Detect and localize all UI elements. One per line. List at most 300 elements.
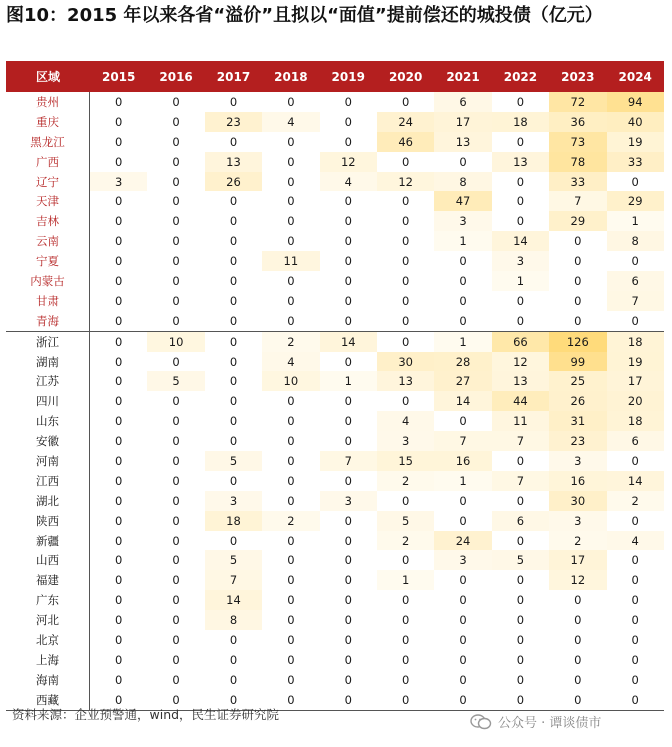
table-row bbox=[6, 550, 664, 570]
table-body bbox=[6, 92, 664, 710]
value-cell: 5 bbox=[377, 511, 434, 531]
value-cell: 16 bbox=[434, 451, 491, 471]
value-cell: 0 bbox=[574, 234, 582, 249]
value-cell: 0 bbox=[115, 613, 123, 628]
region-cell: 天津 bbox=[6, 191, 90, 211]
table-row bbox=[6, 590, 664, 610]
value-cell: 0 bbox=[401, 493, 410, 508]
value-cell: 2 bbox=[377, 531, 434, 551]
value-cell: 18 bbox=[607, 411, 664, 431]
value-cell: 0 bbox=[631, 632, 639, 647]
value-cell: 6 bbox=[607, 271, 664, 291]
value-cell: 13 bbox=[205, 152, 262, 172]
region-cell: 海南 bbox=[6, 670, 90, 690]
value-cell: 0 bbox=[401, 94, 410, 109]
value-cell: 0 bbox=[631, 613, 639, 628]
table-row bbox=[6, 311, 664, 331]
value-cell: 29 bbox=[549, 211, 606, 231]
value-cell: 0 bbox=[459, 254, 467, 269]
header-year: 2015 bbox=[101, 69, 136, 84]
value-cell: 28 bbox=[434, 352, 491, 372]
value-cell: 0 bbox=[459, 414, 467, 429]
region-cell: 河北 bbox=[6, 610, 90, 630]
region-cell: 甘肃 bbox=[6, 291, 90, 311]
value-cell: 0 bbox=[229, 533, 238, 548]
value-cell: 0 bbox=[459, 573, 467, 588]
value-cell: 0 bbox=[172, 194, 180, 209]
value-cell: 0 bbox=[287, 434, 295, 449]
value-cell: 0 bbox=[344, 593, 352, 608]
value-cell: 0 bbox=[631, 672, 639, 687]
value-cell: 0 bbox=[287, 593, 295, 608]
table-row bbox=[6, 610, 664, 630]
value-cell: 12 bbox=[320, 152, 377, 172]
value-cell: 1 bbox=[320, 371, 377, 391]
value-cell: 0 bbox=[287, 154, 295, 169]
value-cell: 0 bbox=[574, 273, 582, 288]
region-cell: 青海 bbox=[6, 311, 90, 331]
value-cell: 0 bbox=[344, 394, 352, 409]
value-cell: 0 bbox=[172, 632, 180, 647]
value-cell: 0 bbox=[172, 652, 180, 667]
value-cell: 0 bbox=[401, 234, 410, 249]
value-cell: 5 bbox=[492, 550, 549, 570]
value-cell: 0 bbox=[287, 414, 295, 429]
value-cell: 0 bbox=[344, 672, 352, 687]
value-cell: 0 bbox=[115, 473, 123, 488]
value-cell: 0 bbox=[172, 94, 180, 109]
region-cell: 浙江 bbox=[6, 332, 90, 352]
value-cell: 5 bbox=[205, 451, 262, 471]
value-cell: 0 bbox=[172, 453, 180, 468]
table-row bbox=[6, 251, 664, 271]
value-cell: 0 bbox=[344, 94, 352, 109]
value-cell: 0 bbox=[344, 254, 352, 269]
value-cell: 0 bbox=[172, 394, 180, 409]
value-cell: 33 bbox=[607, 152, 664, 172]
value-cell: 3 bbox=[492, 251, 549, 271]
value-cell: 0 bbox=[459, 293, 467, 308]
value-cell: 18 bbox=[607, 332, 664, 352]
header-year: 2016 bbox=[159, 69, 193, 84]
value-cell: 0 bbox=[287, 273, 295, 288]
value-cell: 46 bbox=[377, 132, 434, 152]
region-cell: 黑龙江 bbox=[6, 132, 90, 152]
header-year: 2021 bbox=[446, 69, 480, 84]
value-cell: 5 bbox=[147, 371, 204, 391]
value-cell: 0 bbox=[574, 593, 582, 608]
value-cell: 4 bbox=[607, 531, 664, 551]
value-cell: 0 bbox=[115, 493, 123, 508]
value-cell: 3 bbox=[320, 491, 377, 511]
value-cell: 0 bbox=[229, 214, 238, 229]
value-cell: 36 bbox=[549, 112, 606, 132]
value-cell: 0 bbox=[287, 134, 295, 149]
region-cell: 河南 bbox=[6, 451, 90, 471]
value-cell: 0 bbox=[459, 672, 467, 687]
value-cell: 0 bbox=[516, 453, 525, 468]
table-row bbox=[6, 211, 664, 231]
value-cell: 0 bbox=[574, 692, 582, 707]
region-cell: 内蒙古 bbox=[6, 271, 90, 291]
value-cell: 0 bbox=[459, 652, 467, 667]
value-cell: 2 bbox=[262, 511, 319, 531]
value-cell: 6 bbox=[492, 511, 549, 531]
value-cell: 0 bbox=[115, 593, 123, 608]
region-cell: 广东 bbox=[6, 590, 90, 610]
value-cell: 2 bbox=[549, 531, 606, 551]
value-cell: 0 bbox=[229, 652, 238, 667]
table-row bbox=[6, 411, 664, 431]
table-row bbox=[6, 570, 664, 590]
value-cell: 8 bbox=[434, 172, 491, 192]
value-cell: 0 bbox=[115, 293, 123, 308]
value-cell: 0 bbox=[115, 273, 123, 288]
value-cell: 99 bbox=[549, 352, 606, 372]
value-cell: 0 bbox=[287, 553, 295, 568]
table-row bbox=[6, 271, 664, 291]
value-cell: 0 bbox=[115, 134, 123, 149]
value-cell: 0 bbox=[229, 692, 238, 707]
value-cell: 0 bbox=[574, 652, 582, 667]
value-cell: 0 bbox=[287, 493, 295, 508]
value-cell: 11 bbox=[262, 251, 319, 271]
value-cell: 0 bbox=[115, 194, 123, 209]
value-cell: 0 bbox=[172, 154, 180, 169]
value-cell: 6 bbox=[434, 92, 491, 112]
region-cell: 江苏 bbox=[6, 371, 90, 391]
value-cell: 0 bbox=[287, 194, 295, 209]
value-cell: 44 bbox=[492, 391, 549, 411]
value-cell: 7 bbox=[549, 191, 606, 211]
value-cell: 0 bbox=[631, 573, 639, 588]
value-cell: 23 bbox=[205, 112, 262, 132]
value-cell: 20 bbox=[607, 391, 664, 411]
value-cell: 0 bbox=[172, 593, 180, 608]
value-cell: 0 bbox=[172, 313, 180, 328]
value-cell: 0 bbox=[287, 573, 295, 588]
value-cell: 0 bbox=[344, 313, 352, 328]
table-row bbox=[6, 650, 664, 670]
value-cell: 0 bbox=[631, 553, 639, 568]
value-cell: 26 bbox=[549, 391, 606, 411]
wechat-icon bbox=[470, 714, 492, 730]
value-cell: 18 bbox=[492, 112, 549, 132]
region-cell: 江西 bbox=[6, 471, 90, 491]
value-cell: 0 bbox=[229, 94, 238, 109]
value-cell: 14 bbox=[492, 231, 549, 251]
region-cell: 西藏 bbox=[6, 690, 90, 710]
value-cell: 0 bbox=[287, 672, 295, 687]
value-cell: 0 bbox=[229, 273, 238, 288]
value-cell: 0 bbox=[401, 652, 410, 667]
table-row bbox=[6, 451, 664, 471]
value-cell: 0 bbox=[287, 692, 295, 707]
value-cell: 23 bbox=[549, 431, 606, 451]
value-cell: 0 bbox=[229, 473, 238, 488]
value-cell: 0 bbox=[516, 214, 525, 229]
table-row bbox=[6, 511, 664, 531]
value-cell: 0 bbox=[401, 692, 410, 707]
value-cell: 0 bbox=[287, 293, 295, 308]
value-cell: 26 bbox=[205, 172, 262, 192]
watermark-text: 公众号 · 谭谈债市 bbox=[498, 716, 602, 731]
watermark bbox=[470, 712, 601, 731]
value-cell: 0 bbox=[229, 414, 238, 429]
value-cell: 0 bbox=[401, 313, 410, 328]
value-cell: 0 bbox=[401, 334, 410, 349]
value-cell: 0 bbox=[459, 313, 467, 328]
value-cell: 0 bbox=[401, 632, 410, 647]
value-cell: 0 bbox=[287, 313, 295, 328]
value-cell: 78 bbox=[549, 152, 606, 172]
value-cell: 0 bbox=[172, 613, 180, 628]
value-cell: 0 bbox=[344, 573, 352, 588]
value-cell: 0 bbox=[172, 174, 180, 189]
value-cell: 0 bbox=[344, 234, 352, 249]
value-cell: 0 bbox=[172, 414, 180, 429]
region-cell: 山东 bbox=[6, 411, 90, 431]
value-cell: 0 bbox=[344, 513, 352, 528]
header-region: 区域 bbox=[35, 70, 60, 84]
value-cell: 5 bbox=[205, 550, 262, 570]
value-cell: 0 bbox=[172, 134, 180, 149]
region-cell: 四川 bbox=[6, 391, 90, 411]
value-cell: 0 bbox=[459, 632, 467, 647]
region-cell: 上海 bbox=[6, 650, 90, 670]
header-year: 2019 bbox=[331, 69, 365, 84]
value-cell: 2 bbox=[377, 471, 434, 491]
value-cell: 0 bbox=[401, 293, 410, 308]
value-cell: 0 bbox=[631, 513, 639, 528]
table-row bbox=[6, 630, 664, 650]
value-cell: 0 bbox=[287, 533, 295, 548]
region-cell: 湖北 bbox=[6, 491, 90, 511]
value-cell: 0 bbox=[574, 672, 582, 687]
value-cell: 0 bbox=[516, 194, 525, 209]
value-cell: 3 bbox=[434, 550, 491, 570]
value-cell: 0 bbox=[115, 374, 123, 389]
value-cell: 73 bbox=[549, 132, 606, 152]
value-cell: 0 bbox=[344, 194, 352, 209]
value-cell: 0 bbox=[631, 652, 639, 667]
value-cell: 0 bbox=[115, 154, 123, 169]
value-cell: 2 bbox=[262, 332, 319, 352]
value-cell: 0 bbox=[516, 652, 525, 667]
value-cell: 33 bbox=[549, 172, 606, 192]
value-cell: 0 bbox=[115, 652, 123, 667]
value-cell: 0 bbox=[344, 414, 352, 429]
value-cell: 0 bbox=[229, 134, 238, 149]
value-cell: 0 bbox=[401, 672, 410, 687]
value-cell: 0 bbox=[287, 234, 295, 249]
value-cell: 7 bbox=[320, 451, 377, 471]
value-cell: 24 bbox=[377, 112, 434, 132]
value-cell: 47 bbox=[434, 191, 491, 211]
value-cell: 12 bbox=[549, 570, 606, 590]
value-cell: 0 bbox=[115, 434, 123, 449]
value-cell: 0 bbox=[229, 394, 238, 409]
value-cell: 8 bbox=[205, 610, 262, 630]
value-cell: 1 bbox=[377, 570, 434, 590]
region-cell: 陕西 bbox=[6, 511, 90, 531]
table-row bbox=[6, 112, 664, 132]
table-row bbox=[6, 431, 664, 451]
value-cell: 0 bbox=[115, 632, 123, 647]
value-cell: 0 bbox=[287, 214, 295, 229]
region-cell: 福建 bbox=[6, 570, 90, 590]
region-cell: 安徽 bbox=[6, 431, 90, 451]
value-cell: 0 bbox=[574, 613, 582, 628]
value-cell: 14 bbox=[434, 391, 491, 411]
value-cell: 0 bbox=[574, 254, 582, 269]
value-cell: 0 bbox=[516, 134, 525, 149]
table-row bbox=[6, 391, 664, 411]
value-cell: 12 bbox=[377, 172, 434, 192]
value-cell: 0 bbox=[459, 273, 467, 288]
value-cell: 72 bbox=[549, 92, 606, 112]
value-cell: 0 bbox=[344, 613, 352, 628]
region-cell: 重庆 bbox=[6, 112, 90, 132]
value-cell: 0 bbox=[344, 652, 352, 667]
value-cell: 0 bbox=[344, 473, 352, 488]
value-cell: 0 bbox=[115, 234, 123, 249]
table-row bbox=[6, 172, 664, 192]
value-cell: 0 bbox=[459, 593, 467, 608]
value-cell: 0 bbox=[287, 632, 295, 647]
value-cell: 19 bbox=[607, 132, 664, 152]
value-cell: 0 bbox=[229, 254, 238, 269]
value-cell: 0 bbox=[574, 313, 582, 328]
value-cell: 0 bbox=[287, 652, 295, 667]
table-row bbox=[6, 491, 664, 511]
value-cell: 10 bbox=[262, 371, 319, 391]
value-cell: 94 bbox=[607, 92, 664, 112]
value-cell: 0 bbox=[172, 533, 180, 548]
table-row bbox=[6, 291, 664, 311]
value-cell: 0 bbox=[287, 473, 295, 488]
value-cell: 0 bbox=[344, 134, 352, 149]
value-cell: 16 bbox=[549, 471, 606, 491]
value-cell: 11 bbox=[492, 411, 549, 431]
value-cell: 24 bbox=[434, 531, 491, 551]
region-cell: 宁夏 bbox=[6, 251, 90, 271]
value-cell: 0 bbox=[172, 553, 180, 568]
header-year: 2023 bbox=[561, 69, 595, 84]
value-cell: 0 bbox=[516, 94, 525, 109]
table-row bbox=[6, 231, 664, 251]
value-cell: 7 bbox=[434, 431, 491, 451]
table-row bbox=[6, 92, 664, 112]
table-row bbox=[6, 152, 664, 172]
value-cell: 0 bbox=[459, 513, 467, 528]
value-cell: 0 bbox=[172, 114, 180, 129]
value-cell: 0 bbox=[344, 214, 352, 229]
value-cell: 0 bbox=[516, 692, 525, 707]
value-cell: 17 bbox=[607, 371, 664, 391]
value-cell: 0 bbox=[574, 632, 582, 647]
value-cell: 0 bbox=[115, 394, 123, 409]
value-cell: 0 bbox=[229, 293, 238, 308]
table-row bbox=[6, 670, 664, 690]
value-cell: 0 bbox=[631, 692, 639, 707]
value-cell: 7 bbox=[492, 471, 549, 491]
value-cell: 0 bbox=[516, 533, 525, 548]
value-cell: 0 bbox=[287, 453, 295, 468]
value-cell: 0 bbox=[516, 493, 525, 508]
table-row bbox=[6, 352, 664, 372]
table-row bbox=[6, 191, 664, 211]
value-cell: 0 bbox=[115, 573, 123, 588]
value-cell: 0 bbox=[401, 194, 410, 209]
value-cell: 1 bbox=[434, 471, 491, 491]
value-cell: 0 bbox=[401, 254, 410, 269]
value-cell: 3 bbox=[434, 211, 491, 231]
value-cell: 126 bbox=[549, 332, 606, 352]
value-cell: 0 bbox=[172, 234, 180, 249]
header-year: 2018 bbox=[274, 69, 308, 84]
value-cell: 4 bbox=[262, 352, 319, 372]
value-cell: 0 bbox=[172, 214, 180, 229]
header-year: 2024 bbox=[618, 69, 652, 84]
value-cell: 0 bbox=[401, 613, 410, 628]
value-cell: 7 bbox=[492, 431, 549, 451]
header-year: 2017 bbox=[216, 69, 251, 84]
value-cell: 14 bbox=[607, 471, 664, 491]
value-cell: 0 bbox=[401, 154, 410, 169]
value-cell: 0 bbox=[516, 573, 525, 588]
value-cell: 0 bbox=[344, 434, 352, 449]
value-cell: 3 bbox=[549, 451, 606, 471]
value-cell: 15 bbox=[377, 451, 434, 471]
value-cell: 0 bbox=[459, 692, 467, 707]
value-cell: 0 bbox=[229, 234, 238, 249]
region-cell: 新疆 bbox=[6, 531, 90, 551]
value-cell: 12 bbox=[492, 352, 549, 372]
value-cell: 1 bbox=[607, 211, 664, 231]
value-cell: 0 bbox=[115, 533, 123, 548]
value-cell: 30 bbox=[377, 352, 434, 372]
value-cell: 3 bbox=[549, 511, 606, 531]
value-cell: 0 bbox=[516, 593, 525, 608]
value-cell: 0 bbox=[344, 692, 352, 707]
region-cell: 贵州 bbox=[6, 92, 90, 112]
value-cell: 4 bbox=[262, 112, 319, 132]
value-cell: 18 bbox=[205, 511, 262, 531]
value-cell: 14 bbox=[205, 590, 262, 610]
value-cell: 1 bbox=[492, 271, 549, 291]
value-cell: 0 bbox=[344, 293, 352, 308]
value-cell: 1 bbox=[434, 231, 491, 251]
value-cell: 7 bbox=[607, 291, 664, 311]
value-cell: 0 bbox=[115, 553, 123, 568]
value-cell: 0 bbox=[115, 354, 123, 369]
value-cell: 0 bbox=[115, 214, 123, 229]
value-cell: 0 bbox=[229, 313, 238, 328]
value-cell: 66 bbox=[492, 332, 549, 352]
header-year: 2020 bbox=[388, 69, 423, 84]
value-cell: 0 bbox=[115, 334, 123, 349]
value-cell: 0 bbox=[631, 453, 639, 468]
table-header-row bbox=[6, 61, 664, 92]
value-cell: 13 bbox=[434, 132, 491, 152]
region-cell: 广西 bbox=[6, 152, 90, 172]
value-cell: 10 bbox=[147, 332, 204, 352]
value-cell: 0 bbox=[229, 374, 238, 389]
value-cell: 0 bbox=[229, 334, 238, 349]
value-cell: 0 bbox=[172, 354, 180, 369]
value-cell: 0 bbox=[172, 493, 180, 508]
